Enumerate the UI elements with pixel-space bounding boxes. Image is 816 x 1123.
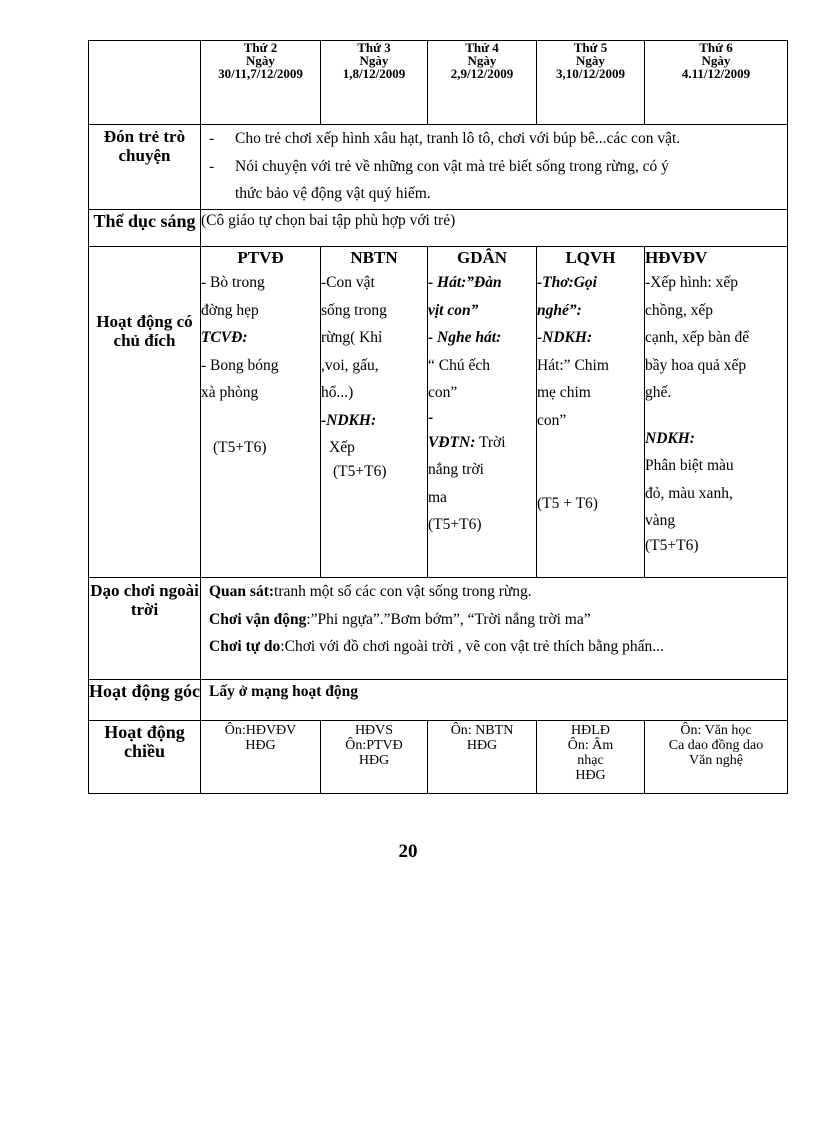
text-line: con” bbox=[537, 411, 567, 429]
text-line: - Nghe hát: bbox=[428, 329, 502, 346]
text-line: nhạc bbox=[577, 753, 604, 768]
chieu-wed bbox=[428, 721, 537, 794]
text-line: ghế. bbox=[645, 384, 672, 401]
subject-title: NBTN bbox=[350, 248, 398, 267]
hoat-dong-wed bbox=[428, 247, 537, 578]
row-dao-choi bbox=[89, 578, 788, 680]
header-day-1 bbox=[201, 41, 321, 125]
don-tre-line-3: thức bảo vệ động vật quý hiếm. bbox=[235, 185, 431, 202]
content-the-duc: (Cô giáo tự chọn bai tập phù hợp với trẻ) bbox=[201, 210, 788, 247]
text-line: nắng trời bbox=[428, 461, 484, 478]
text-line: TCVĐ: bbox=[201, 329, 248, 346]
text-line: bầy hoa quả xếp bbox=[645, 356, 747, 374]
day-label: Ngày bbox=[701, 53, 731, 68]
label-chieu: Hoạt động chiều bbox=[89, 721, 201, 794]
text-line: Ôn: Văn học bbox=[680, 723, 752, 738]
hoat-dong-fri bbox=[645, 247, 788, 578]
text-line: (T5+T6) bbox=[213, 438, 267, 456]
header-day-4 bbox=[537, 41, 645, 125]
hoat-dong-mon bbox=[201, 247, 321, 578]
text-line: cạnh, xếp bàn để bbox=[645, 329, 750, 346]
label-the-duc: Thể dục sáng bbox=[89, 210, 201, 247]
day-label: Ngày bbox=[359, 53, 389, 68]
text-line: sống trong bbox=[321, 301, 387, 319]
text-line: “ Chú ếch bbox=[428, 356, 490, 374]
text-line: -NDKH: bbox=[537, 329, 593, 346]
text-line: Văn nghệ bbox=[688, 753, 744, 768]
day-date: 4.11/12/2009 bbox=[681, 66, 751, 81]
text-line: HĐG bbox=[245, 738, 276, 753]
day-name: Thứ 5 bbox=[573, 40, 608, 55]
text-line: Phân biệt màu bbox=[645, 457, 734, 474]
text-line: - Bong bóng bbox=[201, 356, 279, 374]
day-date: 3,10/12/2009 bbox=[556, 66, 625, 81]
dao-choi-line-1: Quan sát:tranh một số các con vật sống trong rừng. bbox=[209, 583, 532, 600]
text-line: HĐLĐ bbox=[571, 723, 610, 738]
dao-choi-line-3: Chơi tự do:Chơi với đồ chơi ngoài trời , vẽ con vật trẻ thích bằng phấn... bbox=[209, 638, 664, 655]
day-date: 30/11,7/12/2009 bbox=[218, 66, 303, 81]
text-line: Xếp bbox=[329, 439, 355, 456]
day-name: Thứ 4 bbox=[465, 40, 499, 55]
text-line: -Con vật bbox=[321, 274, 375, 291]
label-goc: Hoạt động góc bbox=[89, 680, 201, 721]
content-goc: Lấy ở mạng hoạt động bbox=[201, 680, 788, 721]
subject-title: LQVH bbox=[565, 248, 616, 267]
text-line: HĐG bbox=[358, 753, 390, 768]
text-line: - Hát:”Đàn bbox=[428, 274, 502, 291]
text-line: NDKH: bbox=[645, 429, 695, 447]
day-label: Ngày bbox=[246, 53, 275, 68]
schedule-table bbox=[88, 40, 788, 794]
label-don-tre: Đón trẻ trò chuyện bbox=[89, 125, 201, 210]
text-line: con” bbox=[428, 384, 458, 401]
dao-choi-line-2: Chơi vận động:”Phi ngựa”.”Bơm bớm”, “Trời nắng trời ma” bbox=[209, 610, 591, 628]
day-name: Thứ 2 bbox=[243, 40, 278, 55]
text-line: - bbox=[428, 408, 434, 426]
text-line: đỏ, màu xanh, bbox=[645, 484, 733, 502]
text-line: (T5+T6) bbox=[428, 516, 482, 533]
row-don-tre bbox=[89, 125, 788, 210]
day-name: Thứ 3 bbox=[357, 40, 391, 55]
text-line: xà phòng bbox=[201, 384, 259, 401]
header-row bbox=[89, 41, 788, 125]
row-goc bbox=[89, 680, 788, 721]
page-number: 20 bbox=[398, 841, 418, 862]
text-line: Ôn:PTVĐ bbox=[345, 738, 403, 753]
don-tre-line-2: - Nói chuyện với trẻ về những con vật mà trẻ biết sống trong rừng, có ý bbox=[209, 157, 669, 175]
text-line: -NDKH: bbox=[321, 411, 377, 429]
header-day-2 bbox=[321, 41, 428, 125]
text-line: đờng hẹp bbox=[201, 301, 259, 319]
hoat-dong-tue bbox=[321, 247, 428, 578]
chieu-tue bbox=[321, 721, 428, 794]
text-line: -Xếp hình: xếp bbox=[645, 274, 738, 291]
text-line: Ôn: NBTN bbox=[450, 723, 514, 738]
chieu-mon bbox=[201, 721, 321, 794]
day-date: 2,9/12/2009 bbox=[450, 66, 514, 81]
text-line: (T5+T6) bbox=[333, 462, 387, 480]
row-hoat-dong bbox=[89, 247, 788, 578]
text-line: nghé”: bbox=[537, 301, 582, 319]
label-dao-choi: Dạo chơi ngoài trời bbox=[89, 578, 201, 680]
text-line: chồng, xếp bbox=[645, 301, 714, 319]
text-line: ma bbox=[428, 488, 447, 506]
text-line: ,voi, gấu, bbox=[321, 356, 379, 374]
text-line: vịt con” bbox=[428, 301, 479, 319]
header-corner-cell bbox=[89, 41, 201, 125]
text-line: HĐG bbox=[575, 768, 606, 783]
header-day-5 bbox=[645, 41, 788, 125]
content-don-tre bbox=[201, 125, 788, 210]
hoat-dong-thu bbox=[537, 247, 645, 578]
row-the-duc bbox=[89, 210, 788, 247]
day-label: Ngày bbox=[576, 53, 605, 68]
day-name: Thứ 6 bbox=[699, 40, 733, 55]
text-line: -Thơ:Gọi bbox=[537, 274, 597, 291]
text-line: (T5+T6) bbox=[645, 536, 699, 554]
day-label: Ngày bbox=[467, 53, 497, 68]
row-chieu bbox=[89, 721, 788, 794]
text-line: mẹ chim bbox=[537, 384, 591, 401]
text-line: Hát:” Chim bbox=[537, 356, 609, 374]
text-line: Ôn: Âm bbox=[567, 738, 614, 753]
text-line: rừng( Khỉ bbox=[321, 329, 383, 346]
text-line: (T5 + T6) bbox=[537, 495, 598, 512]
text-line: vàng bbox=[645, 512, 676, 529]
don-tre-line-1: - Cho trẻ chơi xếp hình xâu hạt, tranh lô tô, chơi với búp bê...các con vật. bbox=[209, 130, 681, 147]
text-line: HĐVS bbox=[354, 723, 394, 738]
day-date: 1,8/12/2009 bbox=[342, 66, 406, 81]
text-line: Ôn:HĐVĐV bbox=[224, 723, 297, 738]
text-line: VĐTN: Trời bbox=[428, 433, 506, 451]
text-line: hổ...) bbox=[321, 384, 354, 401]
label-hoat-dong: Hoạt động có chủ đích bbox=[89, 247, 201, 578]
subject-title: GDÂN bbox=[456, 248, 508, 267]
content-dao-choi bbox=[201, 578, 788, 680]
subject-title: HĐVĐV bbox=[645, 248, 708, 267]
subject-title: PTVĐ bbox=[237, 248, 284, 267]
header-day-3 bbox=[428, 41, 537, 125]
text-line: HĐG bbox=[466, 738, 498, 753]
chieu-fri bbox=[645, 721, 788, 794]
text-line: Ca dao đồng dao bbox=[668, 738, 764, 753]
text-line: - Bò trong bbox=[201, 274, 265, 291]
chieu-thu bbox=[537, 721, 645, 794]
